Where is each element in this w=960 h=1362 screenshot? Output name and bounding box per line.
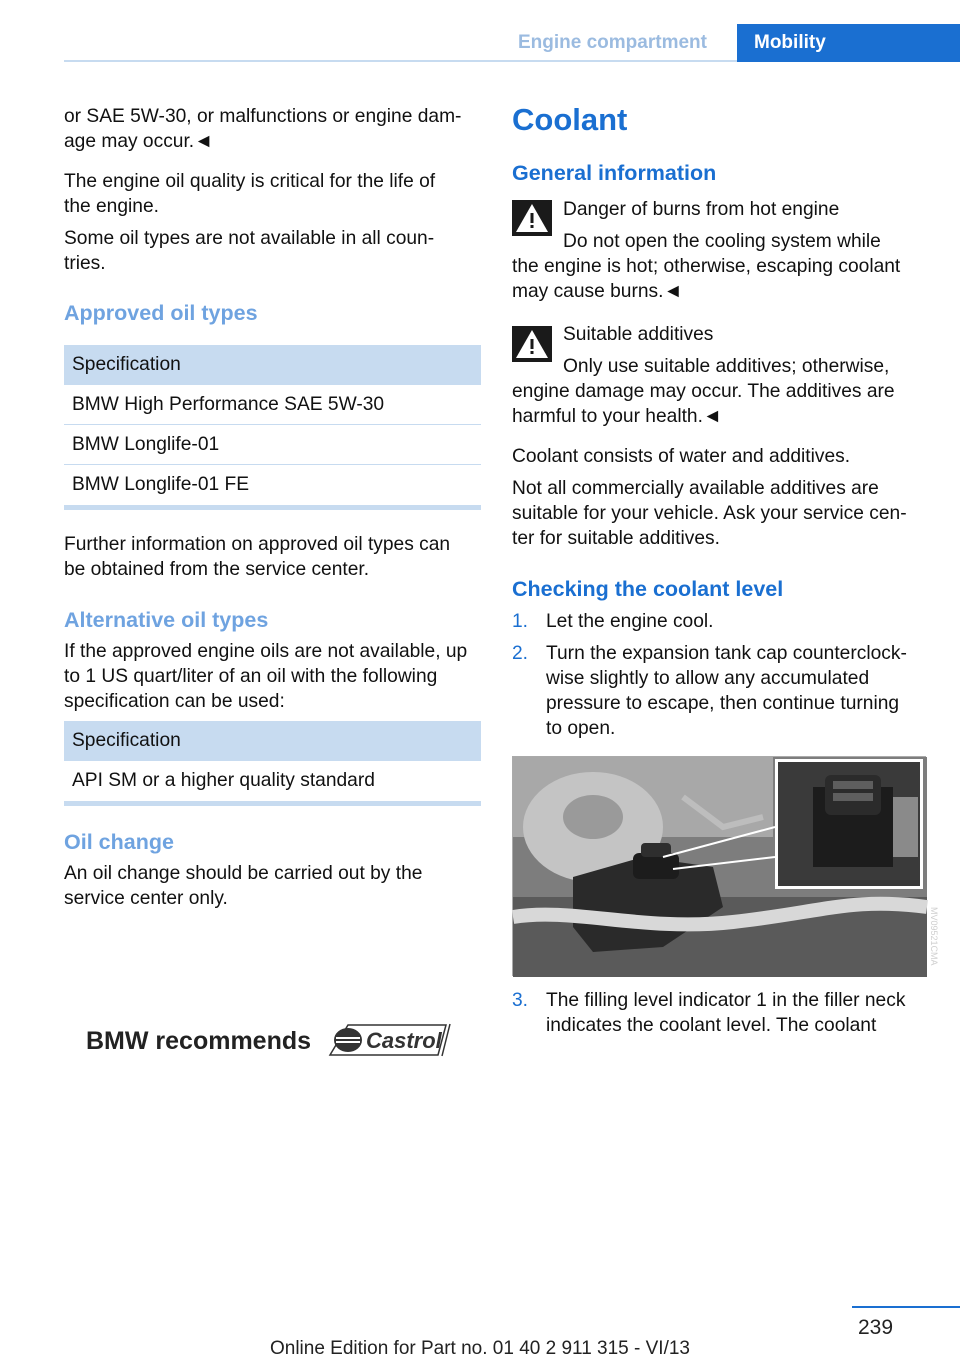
bmw-recommends-text: BMW recommends [86,1027,312,1055]
coolant-tank-photo [512,756,939,976]
oil-change-line-1: An oil change should be carried out by the [64,863,423,884]
photo-code-text: MV09521CMA [929,907,939,966]
footer-rule [852,1306,960,1308]
additives-line-1: Not all commercially available additives are [512,478,879,499]
warning-1-line-2: the engine is hot; otherwise, escaping coolant [512,256,901,277]
step-number: 2. [512,643,529,664]
approved-oil-heading: Approved oil types [64,301,258,325]
alternative-line-3: specification can be used: [64,691,285,712]
step-text: wise slightly to allow any accumulated [546,668,870,689]
warning-1-line-1: Do not open the cooling system while [563,231,881,252]
table-row: BMW Longlife-01 [64,425,481,465]
step-text: Turn the expansion tank cap counterclock- [546,643,907,664]
quality-line-2: the engine. [64,196,159,217]
step-text: to open. [546,718,616,739]
further-info-line-1: Further information on approved oil types can [64,534,451,555]
header-section-tab[interactable]: Engine compartment [518,32,707,53]
alternative-oil-table [64,721,481,806]
table-row: BMW High Performance SAE 5W-30 [64,385,481,425]
alternative-table-header: Specification [64,721,481,761]
step-text: Let the engine cool. [546,611,714,632]
page-number: 239 [858,1316,894,1339]
oil-change-line-2: service center only. [64,888,228,909]
warning-2-line-2: engine damage may occur. The additives are [512,381,895,402]
warning-triangle-icon [512,326,552,362]
availability-line-1: Some oil types are not available in all coun- [64,228,435,249]
coolant-consists-text: Coolant consists of water and additives. [512,446,851,467]
additives-line-3: ter for suitable additives. [512,528,720,549]
additives-line-2: suitable for your vehicle. Ask your service cen- [512,503,907,524]
approved-table-header: Specification [64,345,481,385]
alternative-line-2: to 1 US quart/liter of an oil with the following [64,666,438,687]
warning-2-line-3: harmful to your health.◄ [512,406,722,427]
checking-coolant-heading: Checking the coolant level [512,577,784,601]
castrol-logo-text: Castrol [366,1028,442,1053]
warning-1-line-3: may cause burns.◄ [512,281,683,302]
warning-triangle-icon [512,200,552,236]
intro-line-2: age may occur.◄ [64,131,214,152]
approved-oil-table [64,345,481,510]
step-text: indicates the coolant level. The coolant [546,1015,877,1036]
step-text: pressure to escape, then continue turning [546,693,900,714]
intro-line-1: or SAE 5W-30, or malfunctions or engine dam- [64,106,462,127]
footer-edition-text: Online Edition for Part no. 01 40 2 911 315 - VI/13 [269,1338,691,1359]
oil-change-heading: Oil change [64,830,174,854]
table-bottom-rule [64,505,481,510]
alternative-line-1: If the approved engine oils are not available, up [64,641,468,662]
table-row: BMW Longlife-01 FE [72,474,250,495]
warning-2-title: Suitable additives [563,324,714,345]
table-bottom-rule [64,801,481,806]
table-row: API SM or a higher quality standard [72,770,375,791]
step-number: 1. [512,611,529,632]
coolant-title: Coolant [512,102,628,137]
availability-line-2: tries. [64,253,106,274]
further-info-line-2: be obtained from the service center. [64,559,370,580]
header-chapter-tab[interactable]: Mobility [737,24,960,62]
warning-1-title: Danger of burns from hot engine [563,199,840,220]
step-text: The filling level indicator 1 in the filler neck [546,990,906,1011]
castrol-logo-icon [326,1022,458,1058]
general-info-heading: General information [512,161,717,185]
quality-line-1: The engine oil quality is critical for the life of [64,171,436,192]
alternative-oil-heading: Alternative oil types [64,608,269,632]
step-number: 3. [512,990,529,1011]
warning-2-line-1: Only use suitable additives; otherwise, [563,356,890,377]
